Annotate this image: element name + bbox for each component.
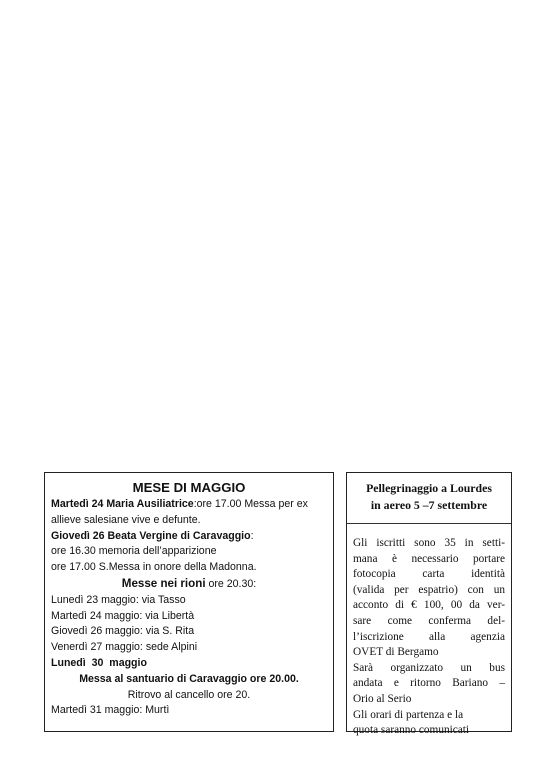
text-line: ore 16.30 memoria dell’apparizione	[51, 545, 217, 558]
text-line: allieve salesiane vive e defunte.	[51, 513, 201, 526]
section-heading: Messe nei rioni	[121, 576, 206, 590]
text-line: fotocopia carta identità	[353, 568, 505, 581]
text-line: Ritrovo al cancello ore 20.	[127, 688, 251, 701]
lourdes-pilgrimage-box	[346, 472, 512, 737]
event-heading: Giovedì 26 Beata Vergine di Caravaggio	[51, 529, 251, 542]
text-line: Messa al santuario di Caravaggio ore 20.00.	[79, 672, 299, 685]
text-line: Martedì 24 maggio: via Libertà	[51, 609, 195, 622]
box-title-line: Pellegrinaggio a Lourdes	[366, 481, 492, 495]
text-line: (valida per espatrio) con un	[353, 583, 505, 596]
text-line: quota saranno comunicati	[353, 724, 470, 737]
text-line: Venerdì 27 maggio: sede Alpini	[51, 641, 198, 654]
text-line: Gli orari di partenza e la	[353, 708, 464, 721]
text-line: Martedì 31 maggio: Murtì	[51, 704, 170, 717]
text-line	[51, 497, 327, 513]
section-detail: ore 20.30:	[205, 577, 257, 590]
event-detail: :	[250, 529, 254, 542]
text-line: sare come conferma del-	[353, 614, 505, 627]
text-line: mana è necessario portare	[353, 552, 505, 565]
text-line: OVET di Bergamo	[353, 646, 439, 659]
text-line: Lunedì 30 maggio	[51, 656, 147, 669]
text-line	[51, 576, 327, 593]
event-heading: Martedì 24 Maria Ausiliatrice	[51, 498, 194, 510]
event-detail: :ore 17.00 Messa per ex	[193, 498, 308, 510]
text-line: Orio al Serio	[353, 692, 412, 705]
text-line: Lunedì 23 maggio: via Tasso	[51, 593, 186, 606]
text-line: Sarà organizzato un bus	[353, 661, 505, 674]
text-line: ore 17.00 S.Messa in onore della Madonna.	[51, 561, 257, 574]
text-line: Gli iscritti sono 35 in setti-	[353, 537, 505, 549]
text-line: acconto di € 100, 00 da ver-	[353, 599, 505, 612]
text-line: Giovedì 26 maggio: via S. Rita	[51, 625, 195, 638]
text-line	[51, 529, 327, 545]
text-line: l’iscrizione alla agenzia	[353, 630, 505, 643]
divider	[347, 523, 511, 524]
box-title: MESE DI MAGGIO	[132, 480, 246, 495]
text-line: andata e ritorno Bariano –	[353, 677, 505, 690]
box-title-line: in aereo 5 –7 settembre	[370, 498, 488, 512]
mese-di-maggio-box	[44, 472, 334, 732]
